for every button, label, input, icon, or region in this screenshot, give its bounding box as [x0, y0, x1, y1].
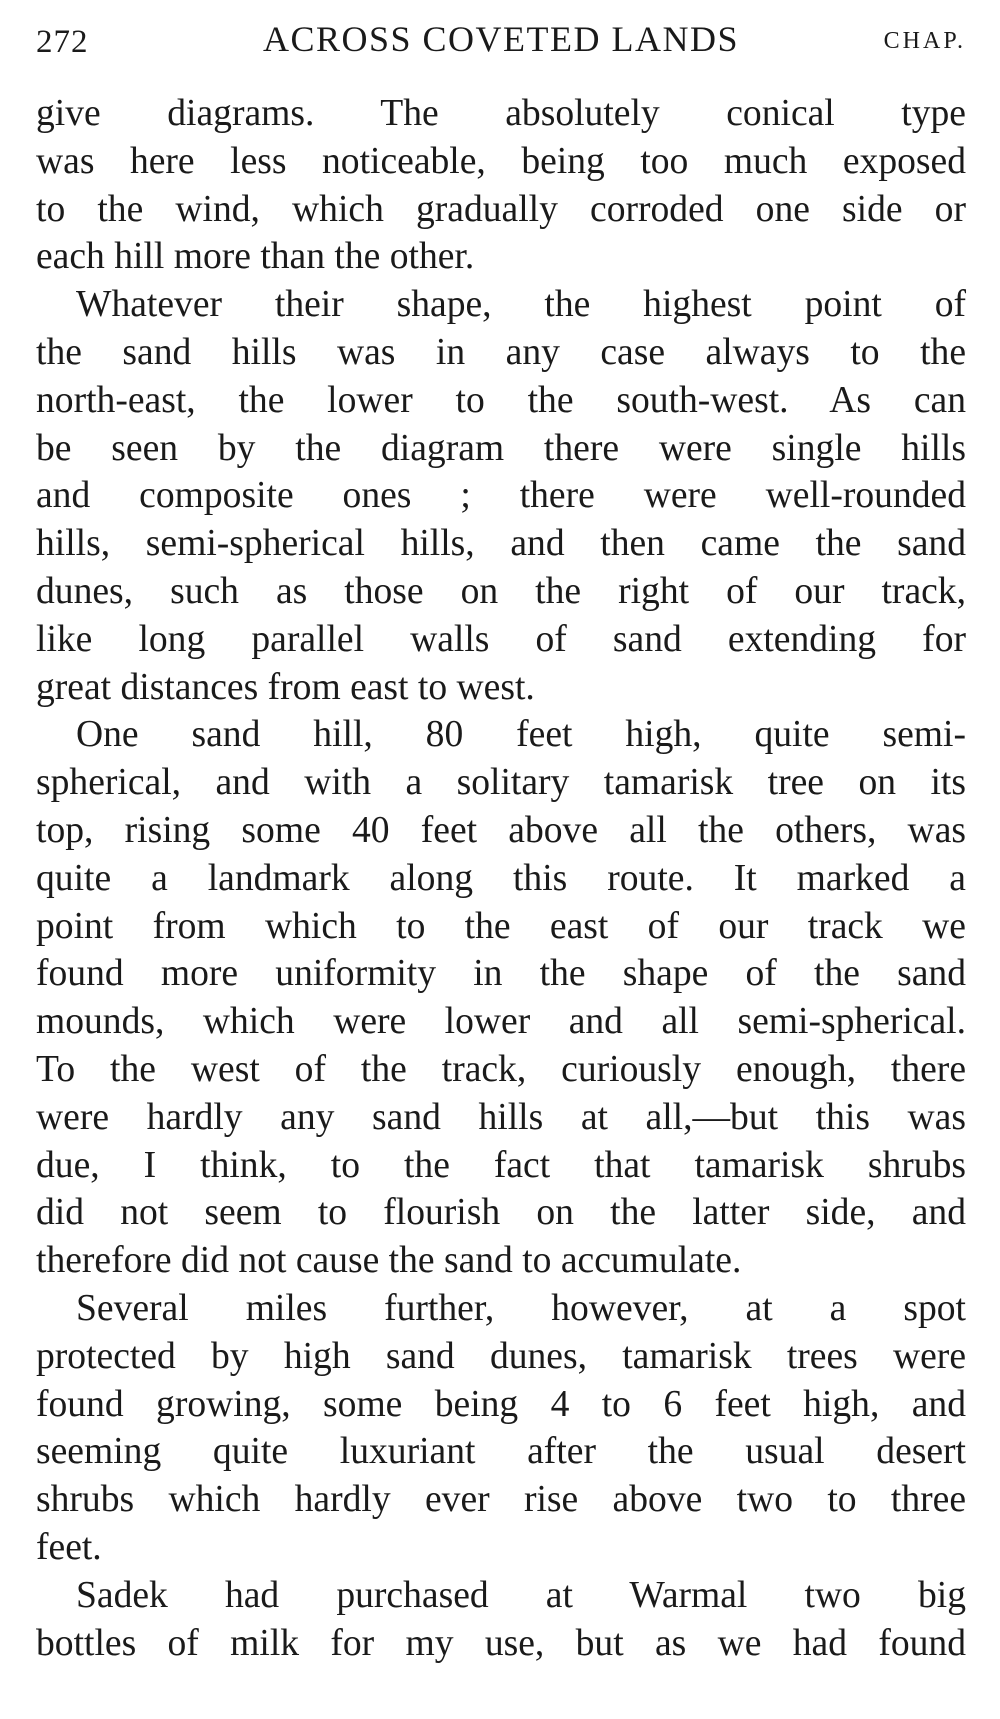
text-line: north-east, the lower to the south-west. As can — [36, 379, 966, 421]
text-line: dunes, such as those on the right of our track, — [36, 570, 966, 612]
text-line: give diagrams. The absolutely conical type — [36, 93, 966, 134]
book-title: ACROSS COVETED LANDS — [262, 19, 740, 59]
paragraph-1 — [36, 90, 966, 281]
running-head — [36, 14, 966, 74]
paragraph-3 — [36, 711, 966, 1285]
text-line: top, rising some 40 feet above all the others, was — [36, 809, 966, 851]
text-line: hills, semi-spherical hills, and then came the sand — [36, 523, 966, 565]
text-line: Several miles further, however, at a spot — [76, 1287, 966, 1329]
text-line: found growing, some being 4 to 6 feet high, and — [36, 1383, 966, 1425]
text-line: mounds, which were lower and all semi-spherical. — [36, 1001, 966, 1043]
text-line: point from which to the east of our track we — [36, 905, 966, 947]
paragraph-4 — [36, 1285, 966, 1572]
page-number: 272 — [36, 24, 89, 60]
text-line: like long parallel walls of sand extending for — [36, 618, 966, 660]
text-line: and composite ones ; there were well-rounded — [36, 475, 966, 517]
text-line: were hardly any sand hills at all,—but this was — [36, 1096, 966, 1138]
text-line: Sadek had purchased at Warmal two big — [76, 1574, 966, 1616]
text-line: great distances from east to west. — [36, 666, 535, 708]
text-line: One sand hill, 80 feet high, quite semi- — [76, 714, 966, 756]
text-line: To the west of the track, curiously enough, there — [36, 1048, 966, 1090]
text-line: feet. — [36, 1526, 102, 1568]
text-line: protected by high sand dunes, tamarisk trees were — [36, 1335, 966, 1377]
text-line: seeming quite luxuriant after the usual desert — [36, 1431, 966, 1473]
text-line: therefore did not cause the sand to accumulate. — [36, 1240, 742, 1282]
text-line: bottles of milk for my use, but as we had found — [36, 1622, 966, 1664]
paragraph-2 — [36, 281, 966, 711]
text-line: quite a landmark along this route. It marked a — [36, 857, 966, 899]
text-line: to the wind, which gradually corroded one side or — [36, 188, 966, 230]
text-line: was here less noticeable, being too much exposed — [36, 140, 966, 182]
text-line: the sand hills was in any case always to the — [36, 331, 966, 373]
text-line: did not seem to flourish on the latter side, and — [36, 1192, 966, 1234]
text-line: be seen by the diagram there were single hills — [36, 427, 966, 469]
text-line: spherical, and with a solitary tamarisk tree on its — [36, 762, 966, 804]
body-text — [36, 90, 966, 1667]
text-line: found more uniformity in the shape of the sand — [36, 953, 966, 995]
text-line: shrubs which hardly ever rise above two to three — [36, 1479, 966, 1521]
text-line: each hill more than the other. — [36, 236, 475, 278]
text-line: Whatever their shape, the highest point of — [76, 284, 966, 326]
text-line: due, I think, to the fact that tamarisk shrubs — [36, 1144, 966, 1186]
chapter-label: CHAP. — [883, 28, 966, 54]
paragraph-5 — [36, 1572, 966, 1668]
